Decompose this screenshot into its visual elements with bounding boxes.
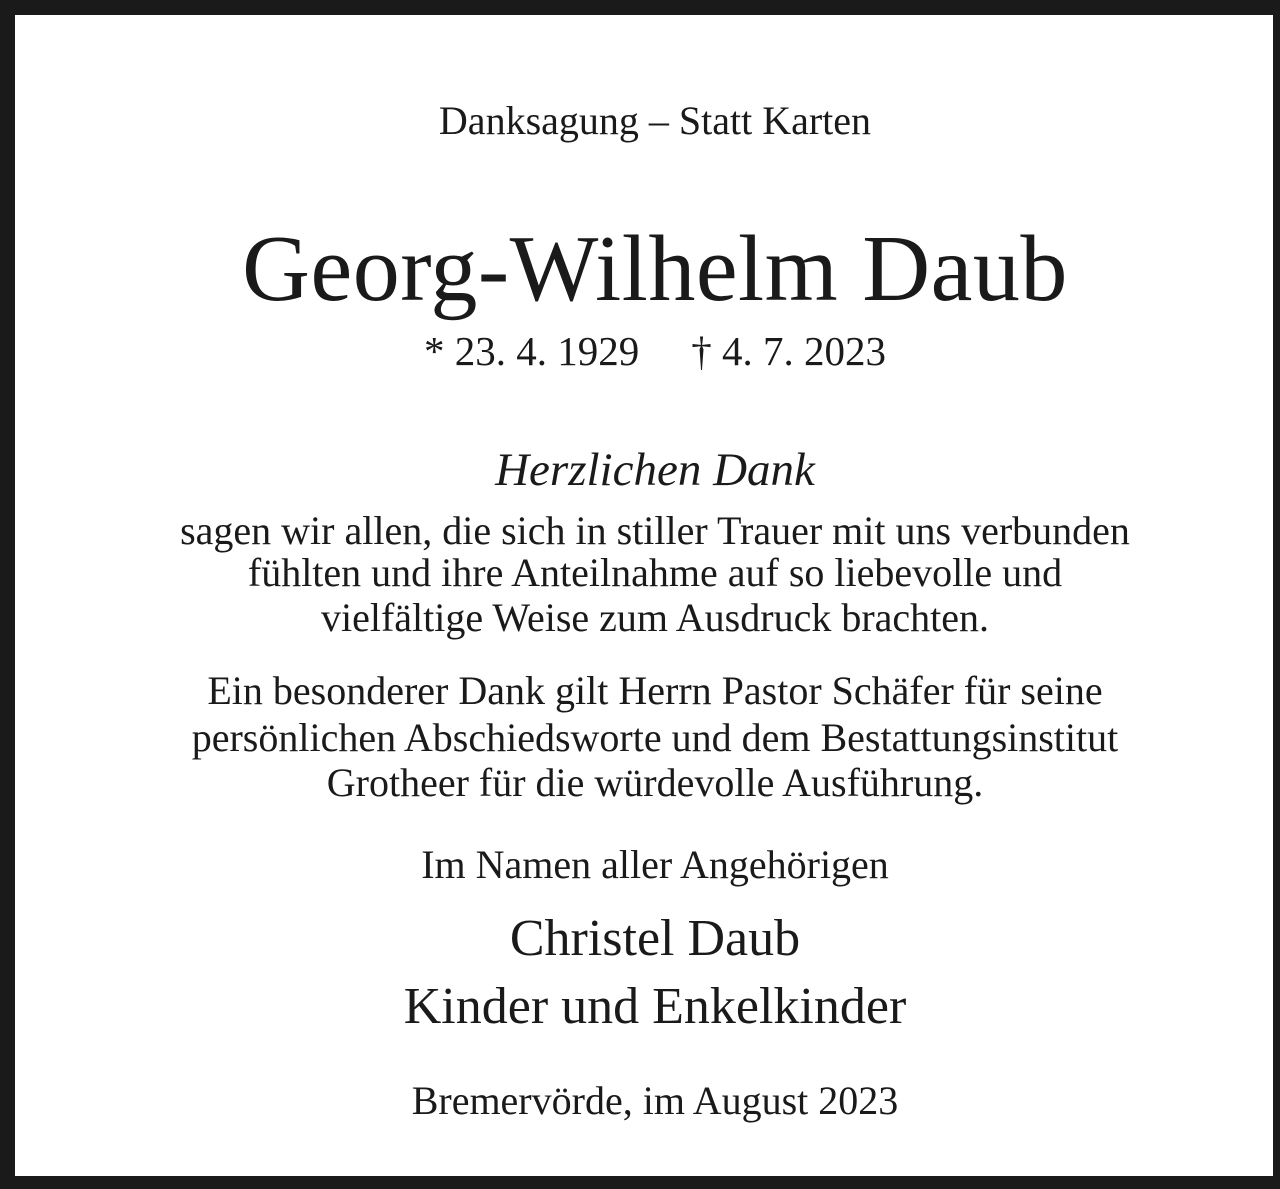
- signer-name: Christel Daub: [509, 910, 801, 967]
- paragraph-1-line: fühlten und ihre Anteilnahme auf so liebevolle und: [247, 550, 1063, 595]
- life-dates: [15, 328, 1280, 374]
- paragraph-1-line: vielfältige Weise zum Ausdruck brachten.: [320, 595, 990, 640]
- deceased-name: Georg-Wilhelm Daub: [242, 217, 1068, 321]
- paragraph-1-line: sagen wir allen, die sich in stiller Trauer mit uns verbunden: [180, 508, 1130, 553]
- signer-family: Kinder und Enkelkinder: [403, 978, 907, 1035]
- paragraph-2-line: Grotheer für die würdevolle Ausführung.: [326, 760, 984, 805]
- paragraph-2-line: persönlichen Abschiedsworte und dem Bestattungsinstitut: [191, 715, 1119, 760]
- closing-line: Im Namen aller Angehörigen: [421, 842, 889, 887]
- place-date: Bremervörde, im August 2023: [411, 1078, 899, 1123]
- thanks-heading: Herzlichen Dank: [495, 444, 815, 496]
- death-date: † 4. 7. 2023: [691, 328, 886, 374]
- paragraph-2-line: Ein besonderer Dank gilt Herrn Pastor Schäfer für seine: [207, 668, 1103, 713]
- intro-line: Danksagung – Statt Karten: [438, 98, 872, 143]
- birth-date: * 23. 4. 1929: [424, 328, 640, 374]
